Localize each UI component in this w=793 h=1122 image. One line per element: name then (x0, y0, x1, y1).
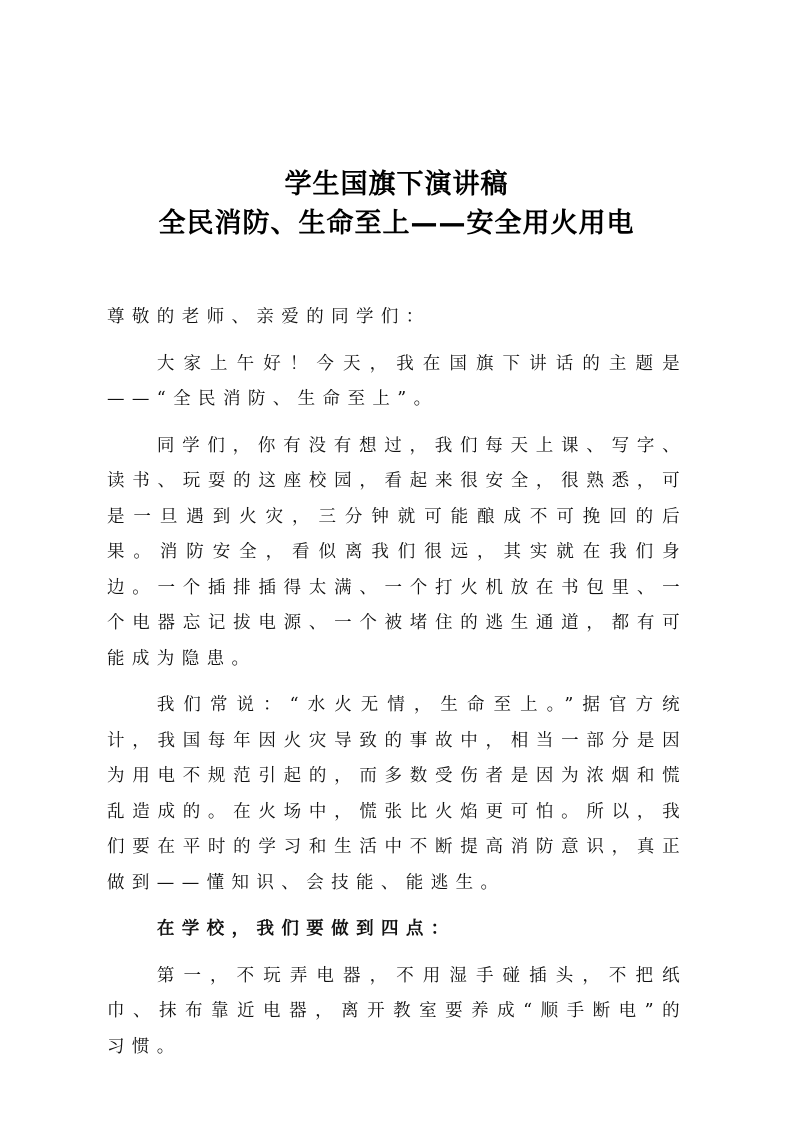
salutation: 尊敬的老师、亲爱的同学们： (107, 307, 431, 327)
document-subtitle: 全民消防、生命至上——安全用火用电 (158, 208, 635, 239)
paragraph-greeting: 大家上午好！今天，我在国旗下讲话的主题是——“全民消防、生命至上”。 (107, 353, 687, 409)
document-body (107, 300, 687, 1076)
paragraph-campus-safety: 同学们，你有没有想过，我们每天上课、写字、读书、玩耍的这座校园，看起来很安全，很熟悉，可是一旦遇到火灾，三分钟就可能酿成不可挽回的后果。消防安全，看似离我们很远，其实就在我们身边。一个插排插得太满、一个打火机放在书包里、一个电器忘记拔电源、一个被堵住的逃生通道，都有可能成为隐患。 (107, 435, 687, 669)
document-title: 学生国旗下演讲稿 (284, 169, 509, 200)
paragraph-statistics: 我们常说：“水火无情，生命至上。”据官方统计，我国每年因火灾导致的事故中，相当一部分是因为用电不规范引起的，而多数受伤者是因为浓烟和慌乱造成的。在火场中，慌张比火焰更可怕。所以，我们要在平时的学习和生活中不断提高消防意识，真正做到——懂知识、会技能、能逃生。 (107, 695, 687, 893)
paragraph-point-one: 第一，不玩弄电器，不用湿手碰插头，不把纸巾、抹布靠近电器，离开教室要养成“顺手断电”的习惯。 (107, 965, 687, 1057)
section-heading-four-points: 在学校，我们要做到四点： (156, 919, 456, 939)
